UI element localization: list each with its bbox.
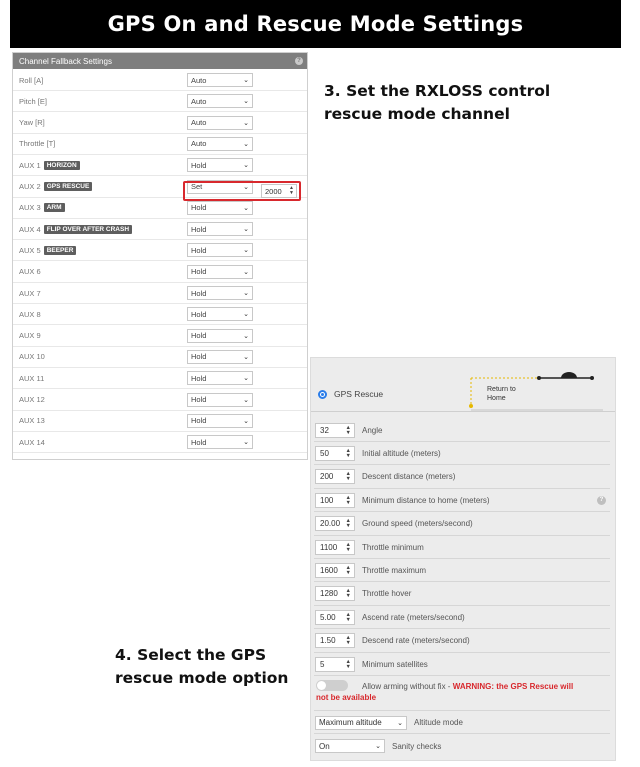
arm-warning-continued: not be available	[316, 693, 377, 702]
fallback-mode-select[interactable]	[187, 307, 253, 321]
gps-rescue-title: GPS Rescue	[334, 389, 384, 399]
sanity-checks-label: Sanity checks	[392, 741, 442, 751]
chevron-down-icon: ⌄	[243, 353, 249, 361]
step4-line1: 4. Select the GPS	[115, 646, 267, 664]
channel-row	[13, 219, 307, 240]
title-banner	[10, 0, 621, 48]
spinner-icon[interactable]: ▲ ▼	[289, 185, 294, 196]
banner-title: GPS On and Rescue Mode Settings	[107, 12, 524, 36]
gps-setting-value: 32	[320, 425, 329, 435]
channel-name: AUX 3	[19, 203, 41, 213]
channel-label	[19, 395, 45, 404]
channel-label	[19, 438, 45, 447]
fallback-mode-value: Auto	[191, 96, 207, 106]
arm-warning: WARNING: the GPS Rescue will	[452, 682, 574, 691]
gps-setting-row	[314, 513, 610, 536]
gps-setting-input[interactable]	[315, 633, 355, 648]
gps-setting-input[interactable]	[315, 493, 355, 508]
channel-name: AUX 6	[19, 267, 41, 277]
gps-setting-row	[314, 583, 610, 606]
gps-setting-input[interactable]	[315, 446, 355, 461]
sanity-checks-select[interactable]	[315, 739, 385, 753]
channel-name: Pitch [E]	[19, 96, 47, 106]
diagram-label-line2: Home	[487, 395, 506, 402]
fallback-mode-select[interactable]	[187, 158, 253, 172]
fallback-mode-value: Hold	[191, 160, 207, 170]
gps-setting-row	[314, 466, 610, 489]
channel-label	[19, 289, 41, 298]
fallback-mode-select[interactable]	[187, 73, 253, 87]
allow-arming-row	[314, 676, 610, 711]
gps-setting-label: Throttle maximum	[362, 565, 427, 575]
channel-name: AUX 11	[19, 373, 45, 383]
channel-row	[13, 70, 307, 91]
channel-label	[19, 374, 44, 383]
channel-row	[13, 240, 307, 261]
gps-setting-row	[314, 442, 610, 465]
fallback-mode-value: Hold	[191, 224, 207, 234]
chevron-down-icon: ⌄	[243, 119, 249, 127]
chevron-down-icon: ⌄	[243, 183, 249, 191]
gps-setting-input[interactable]	[315, 610, 355, 625]
altitude-mode-select[interactable]	[315, 716, 407, 730]
channel-fallback-panel	[12, 52, 308, 460]
chevron-down-icon: ⌄	[243, 311, 249, 319]
channel-row	[13, 262, 307, 283]
step4-note	[115, 644, 288, 690]
help-icon[interactable]: ?	[295, 57, 303, 65]
channel-name: AUX 5	[19, 245, 41, 255]
spinner-icon[interactable]: ▲ ▼	[345, 541, 351, 553]
channel-name: AUX 4	[19, 224, 41, 234]
fallback-mode-select[interactable]	[187, 201, 253, 215]
gps-setting-value: 100	[320, 495, 334, 505]
step4-line2: rescue mode option	[115, 669, 289, 687]
spinner-icon[interactable]: ▲ ▼	[345, 635, 351, 647]
channel-name: AUX 8	[19, 309, 41, 319]
fallback-mode-select[interactable]	[187, 329, 253, 343]
chevron-down-icon: ⌄	[243, 439, 249, 447]
fallback-mode-select[interactable]	[187, 286, 253, 300]
channel-label	[19, 267, 41, 276]
gps-setting-value: 50	[320, 448, 329, 458]
spinner-icon[interactable]: ▲ ▼	[345, 447, 351, 459]
chevron-down-icon: ⌄	[243, 140, 249, 148]
channel-name: AUX 14	[19, 437, 45, 447]
altitude-mode-row	[314, 712, 610, 734]
channel-name: Throttle [T]	[19, 139, 56, 149]
chevron-down-icon: ⌄	[243, 417, 249, 425]
allow-arming-toggle[interactable]	[316, 680, 348, 691]
gps-setting-input[interactable]	[315, 423, 355, 438]
step3-line2: rescue mode channel	[324, 105, 510, 123]
fallback-mode-value: Auto	[191, 139, 207, 149]
aux2-set-value-input[interactable]	[261, 184, 297, 198]
spinner-icon[interactable]: ▲ ▼	[345, 658, 351, 670]
gps-setting-row	[314, 419, 610, 442]
gps-setting-input[interactable]	[315, 586, 355, 601]
channel-row	[13, 432, 307, 453]
fallback-mode-value: Hold	[191, 437, 207, 447]
channel-fallback-title: Channel Fallback Settings	[19, 56, 112, 66]
spinner-icon[interactable]: ▲ ▼	[345, 471, 351, 483]
altitude-mode-value: Maximum altitude	[319, 718, 382, 727]
gps-setting-value: 200	[320, 472, 334, 482]
aux2-set-value: 2000	[265, 186, 282, 196]
channel-row	[13, 304, 307, 325]
fallback-mode-value: Hold	[191, 267, 207, 277]
channel-row	[13, 91, 307, 112]
channel-label	[19, 246, 76, 255]
gps-setting-label: Ground speed (meters/second)	[362, 519, 473, 529]
chevron-down-icon: ⌄	[243, 204, 249, 212]
chevron-down-icon: ⌄	[243, 226, 249, 234]
allow-arming-text	[362, 681, 612, 693]
channel-row	[13, 283, 307, 304]
gps-setting-input[interactable]	[315, 540, 355, 555]
mode-tag: HORIZON	[44, 161, 80, 170]
channel-fallback-header	[13, 53, 307, 69]
channel-row	[13, 155, 307, 176]
gps-rescue-radio[interactable]	[318, 390, 327, 399]
gps-setting-input[interactable]	[315, 657, 355, 672]
channel-label	[19, 139, 55, 148]
gps-rescue-panel	[310, 357, 616, 761]
diagram-label-line1: Return to	[487, 386, 516, 393]
fallback-mode-value: Hold	[191, 373, 207, 383]
gps-setting-label: Throttle minimum	[362, 542, 424, 552]
channel-name: AUX 2	[19, 182, 41, 191]
channel-name: AUX 12	[19, 395, 45, 404]
channel-label	[19, 182, 92, 191]
gps-setting-value: 1600	[320, 565, 338, 575]
gps-setting-row	[314, 489, 610, 512]
mode-tag: ARM	[44, 203, 65, 212]
gps-setting-value: 1280	[320, 589, 338, 599]
channel-label	[19, 331, 41, 340]
fallback-mode-value: Hold	[191, 352, 207, 362]
gps-setting-input[interactable]	[315, 516, 355, 531]
channel-label	[19, 225, 132, 234]
channel-name: Roll [A]	[19, 75, 44, 85]
sanity-checks-row	[314, 735, 610, 757]
diagram-label	[487, 385, 547, 403]
fallback-mode-value: Hold	[191, 288, 207, 298]
altitude-mode-label: Altitude mode	[414, 718, 463, 727]
gps-setting-label: Minimum distance to home (meters)	[362, 495, 490, 505]
fallback-mode-select[interactable]	[187, 243, 253, 257]
allow-arming-label: Allow arming without fix -	[362, 682, 453, 691]
gps-setting-input[interactable]	[315, 563, 355, 578]
mode-tag: GPS RESCUE	[44, 182, 93, 191]
gps-setting-row	[314, 536, 610, 559]
fallback-mode-select[interactable]	[187, 393, 253, 407]
gps-setting-row	[314, 559, 610, 582]
fallback-mode-value: Set	[191, 182, 203, 191]
channel-row	[13, 326, 307, 347]
fallback-mode-value: Hold	[191, 331, 207, 341]
channel-name: AUX 10	[19, 352, 45, 362]
gps-setting-value: 1100	[320, 542, 338, 552]
mode-tag: FLIP OVER AFTER CRASH	[44, 225, 132, 234]
spinner-icon[interactable]: ▲ ▼	[345, 611, 351, 623]
channel-label	[19, 161, 80, 170]
mode-tag: BEEPER	[44, 246, 77, 255]
gps-setting-label: Minimum satellites	[362, 659, 428, 669]
gps-setting-row	[314, 630, 610, 653]
channel-name: AUX 1	[19, 160, 41, 170]
gps-setting-label: Descent distance (meters)	[362, 472, 456, 482]
fallback-mode-select[interactable]	[187, 371, 253, 385]
channel-label	[19, 76, 43, 85]
gps-setting-value: 1.50	[320, 636, 336, 646]
chevron-down-icon: ⌄	[243, 396, 249, 404]
channel-row	[13, 368, 307, 389]
fallback-mode-select[interactable]	[187, 137, 253, 151]
chevron-down-icon: ⌄	[243, 77, 249, 84]
channel-row	[13, 134, 307, 155]
channel-label	[19, 352, 45, 361]
fallback-mode-value: Hold	[191, 203, 207, 213]
spinner-icon[interactable]: ▲ ▼	[345, 424, 351, 436]
chevron-down-icon: ⌄	[243, 247, 249, 255]
spinner-icon[interactable]: ▲ ▼	[345, 518, 351, 530]
gps-setting-label: Angle	[362, 425, 383, 435]
gps-rescue-header	[311, 358, 615, 412]
gps-setting-value: 5	[320, 659, 325, 669]
chevron-down-icon: ⌄	[375, 743, 381, 750]
fallback-mode-value: Hold	[191, 395, 207, 404]
fallback-mode-select[interactable]	[187, 94, 253, 108]
gps-setting-row	[314, 606, 610, 629]
fallback-mode-value: Hold	[191, 416, 207, 426]
channel-label	[19, 310, 41, 319]
chevron-down-icon: ⌄	[243, 332, 249, 340]
gps-setting-row	[314, 653, 610, 676]
gps-setting-input[interactable]	[315, 469, 355, 484]
gps-setting-value: 20.00	[320, 519, 341, 529]
step3-note	[324, 80, 550, 126]
chevron-down-icon: ⌄	[243, 290, 249, 297]
channel-row	[13, 411, 307, 432]
gps-setting-value: 5.00	[320, 612, 336, 622]
fallback-mode-value: Auto	[191, 118, 207, 128]
channel-label	[19, 203, 65, 212]
channel-name: AUX 9	[19, 331, 41, 341]
chevron-down-icon: ⌄	[243, 375, 249, 383]
gps-setting-label: Ascend rate (meters/second)	[362, 612, 465, 622]
channel-label	[19, 416, 45, 425]
fallback-mode-select[interactable]	[187, 116, 253, 130]
fallback-mode-value: Hold	[191, 309, 207, 319]
gps-setting-label: Throttle hover	[362, 589, 412, 599]
spinner-icon[interactable]: ▲ ▼	[345, 588, 351, 600]
fallback-mode-select[interactable]	[187, 265, 253, 279]
channel-row	[13, 113, 307, 134]
channel-name: AUX 13	[19, 416, 45, 426]
channel-name: Yaw [R]	[19, 118, 45, 128]
help-icon[interactable]: ?	[597, 496, 606, 505]
sanity-checks-value: On	[319, 741, 330, 751]
step3-line1: 3. Set the RXLOSS control	[324, 82, 551, 100]
channel-label	[19, 97, 47, 106]
channel-label	[19, 118, 45, 127]
spinner-icon[interactable]: ▲ ▼	[345, 494, 351, 506]
channel-row	[13, 390, 307, 411]
spinner-icon[interactable]: ▲ ▼	[345, 564, 351, 576]
channel-row	[13, 347, 307, 368]
fallback-mode-select[interactable]	[187, 350, 253, 364]
channel-name: AUX 7	[19, 288, 41, 298]
chevron-down-icon: ⌄	[243, 98, 249, 106]
chevron-down-icon: ⌄	[397, 719, 403, 727]
fallback-mode-value: Hold	[191, 245, 207, 255]
fallback-mode-value: Auto	[191, 75, 207, 85]
fallback-mode-select[interactable]	[187, 435, 253, 449]
fallback-mode-select[interactable]	[187, 222, 253, 236]
gps-setting-label: Initial altitude (meters)	[362, 448, 441, 458]
fallback-mode-select[interactable]	[187, 414, 253, 428]
gps-setting-label: Descend rate (meters/second)	[362, 636, 470, 646]
chevron-down-icon: ⌄	[243, 268, 249, 276]
chevron-down-icon: ⌄	[243, 162, 249, 170]
